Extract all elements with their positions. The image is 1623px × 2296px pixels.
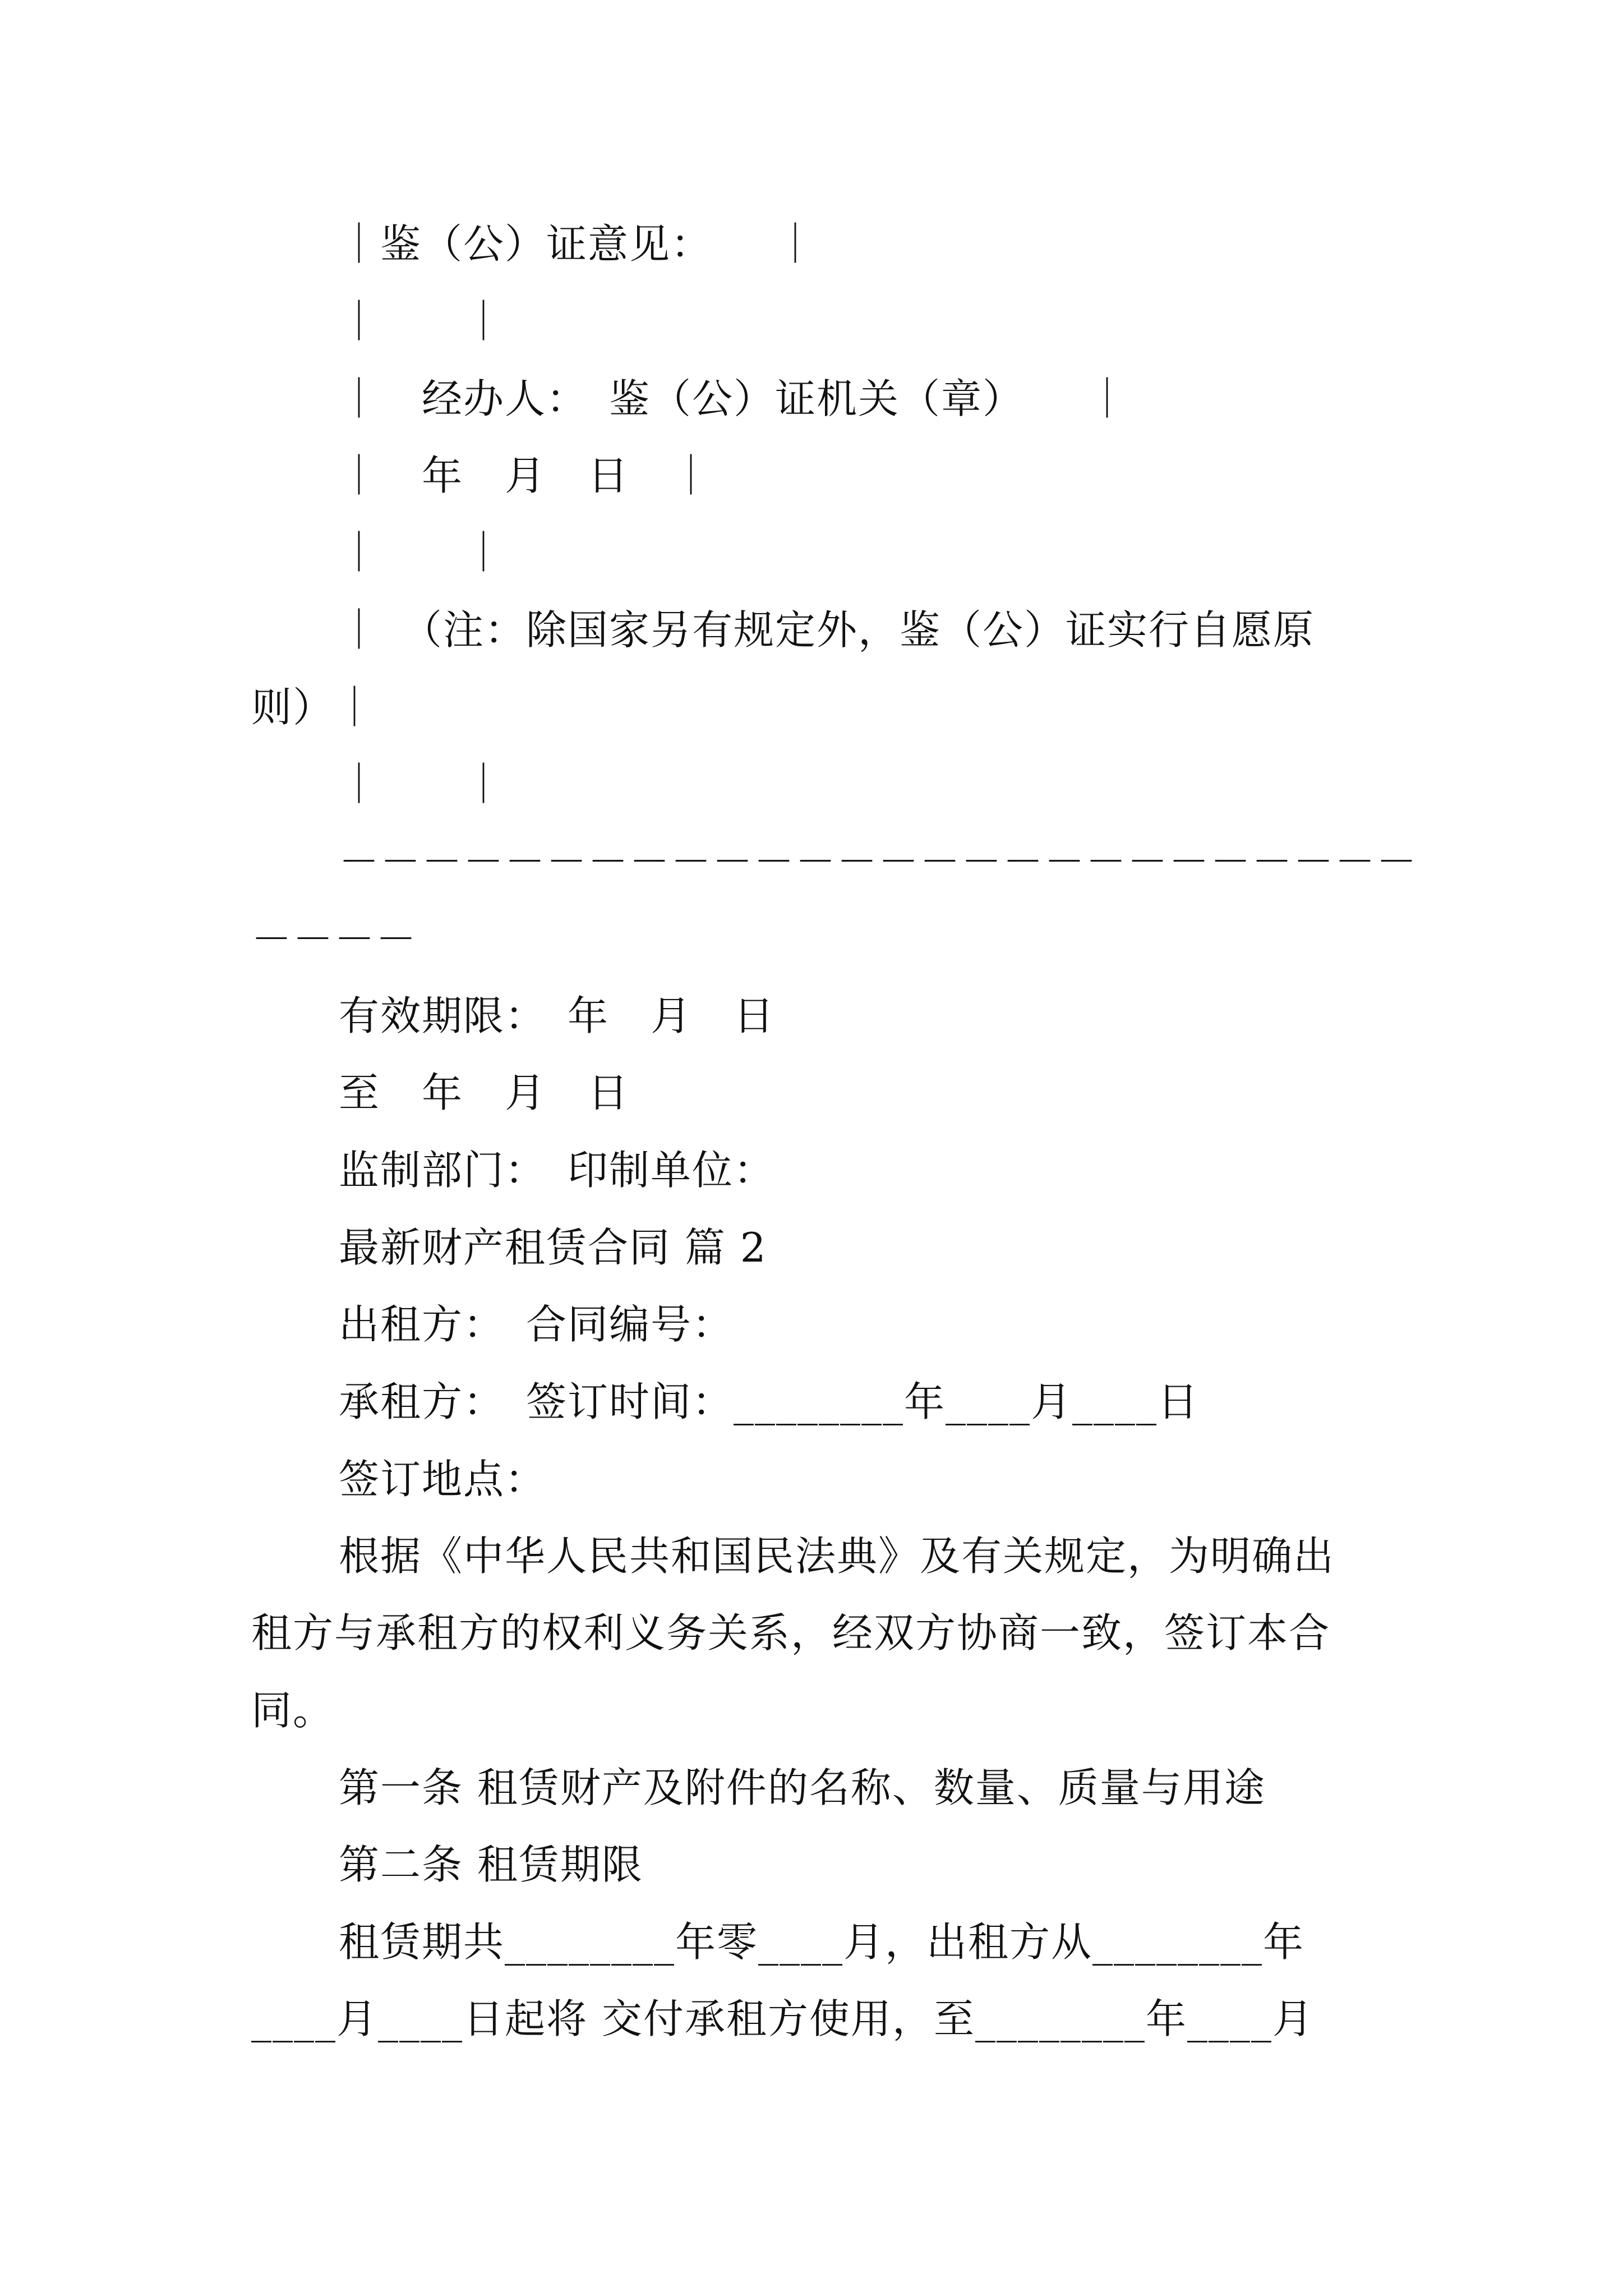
article-heading: 第一条 租赁财产及附件的名称、数量、质量与用途	[339, 1764, 1266, 1811]
text-line: 有效期限： 年 月 日	[339, 992, 776, 1039]
text-line: 签订地点：	[339, 1456, 547, 1503]
separator-line: －－－－	[251, 915, 418, 963]
separator-line: －－－－－－－－－－－－－－－－－－－－－－－－－－	[339, 838, 1418, 885]
text-line: 监制部门： 印制单位：	[339, 1147, 776, 1194]
text-line: ｜ ｜	[339, 298, 505, 345]
text-line: 承租方： 签订时间：________年____月____日	[339, 1378, 1200, 1425]
paragraph-line: 租方与承租方的权利义务关系，经双方协商一致，签订本合	[251, 1609, 1331, 1657]
text-line: ｜ 经办人： 鉴（公）证机关（章） ｜	[339, 375, 1129, 422]
text-line: ｜ ｜	[339, 761, 505, 808]
paragraph-line: 租赁期共________年零____月，出租方从________年	[339, 1918, 1305, 1966]
article-heading: 第二条 租赁期限	[339, 1841, 643, 1888]
text-line: 至 年 月 日	[339, 1069, 630, 1116]
text-line: ｜ （注：除国家另有规定外，鉴（公）证实行自愿原	[339, 606, 1315, 654]
paragraph-line: ____月____日起将 交付承租方使用，至________年____月	[251, 1995, 1314, 2042]
text-line: 则）｜	[251, 684, 376, 731]
section-title: 最新财产租赁合同 篇 2	[339, 1224, 767, 1271]
text-line: 出租方： 合同编号：	[339, 1301, 734, 1348]
text-line: ｜ ｜	[339, 529, 505, 576]
paragraph-line: 同。	[251, 1687, 335, 1734]
paragraph-line: 根据《中华人民共和国民法典》及有关规定，为明确出	[339, 1533, 1335, 1580]
text-line: ｜鉴（公）证意见： ｜	[339, 220, 817, 268]
text-line: ｜ 年 月 日 ｜	[339, 452, 713, 499]
